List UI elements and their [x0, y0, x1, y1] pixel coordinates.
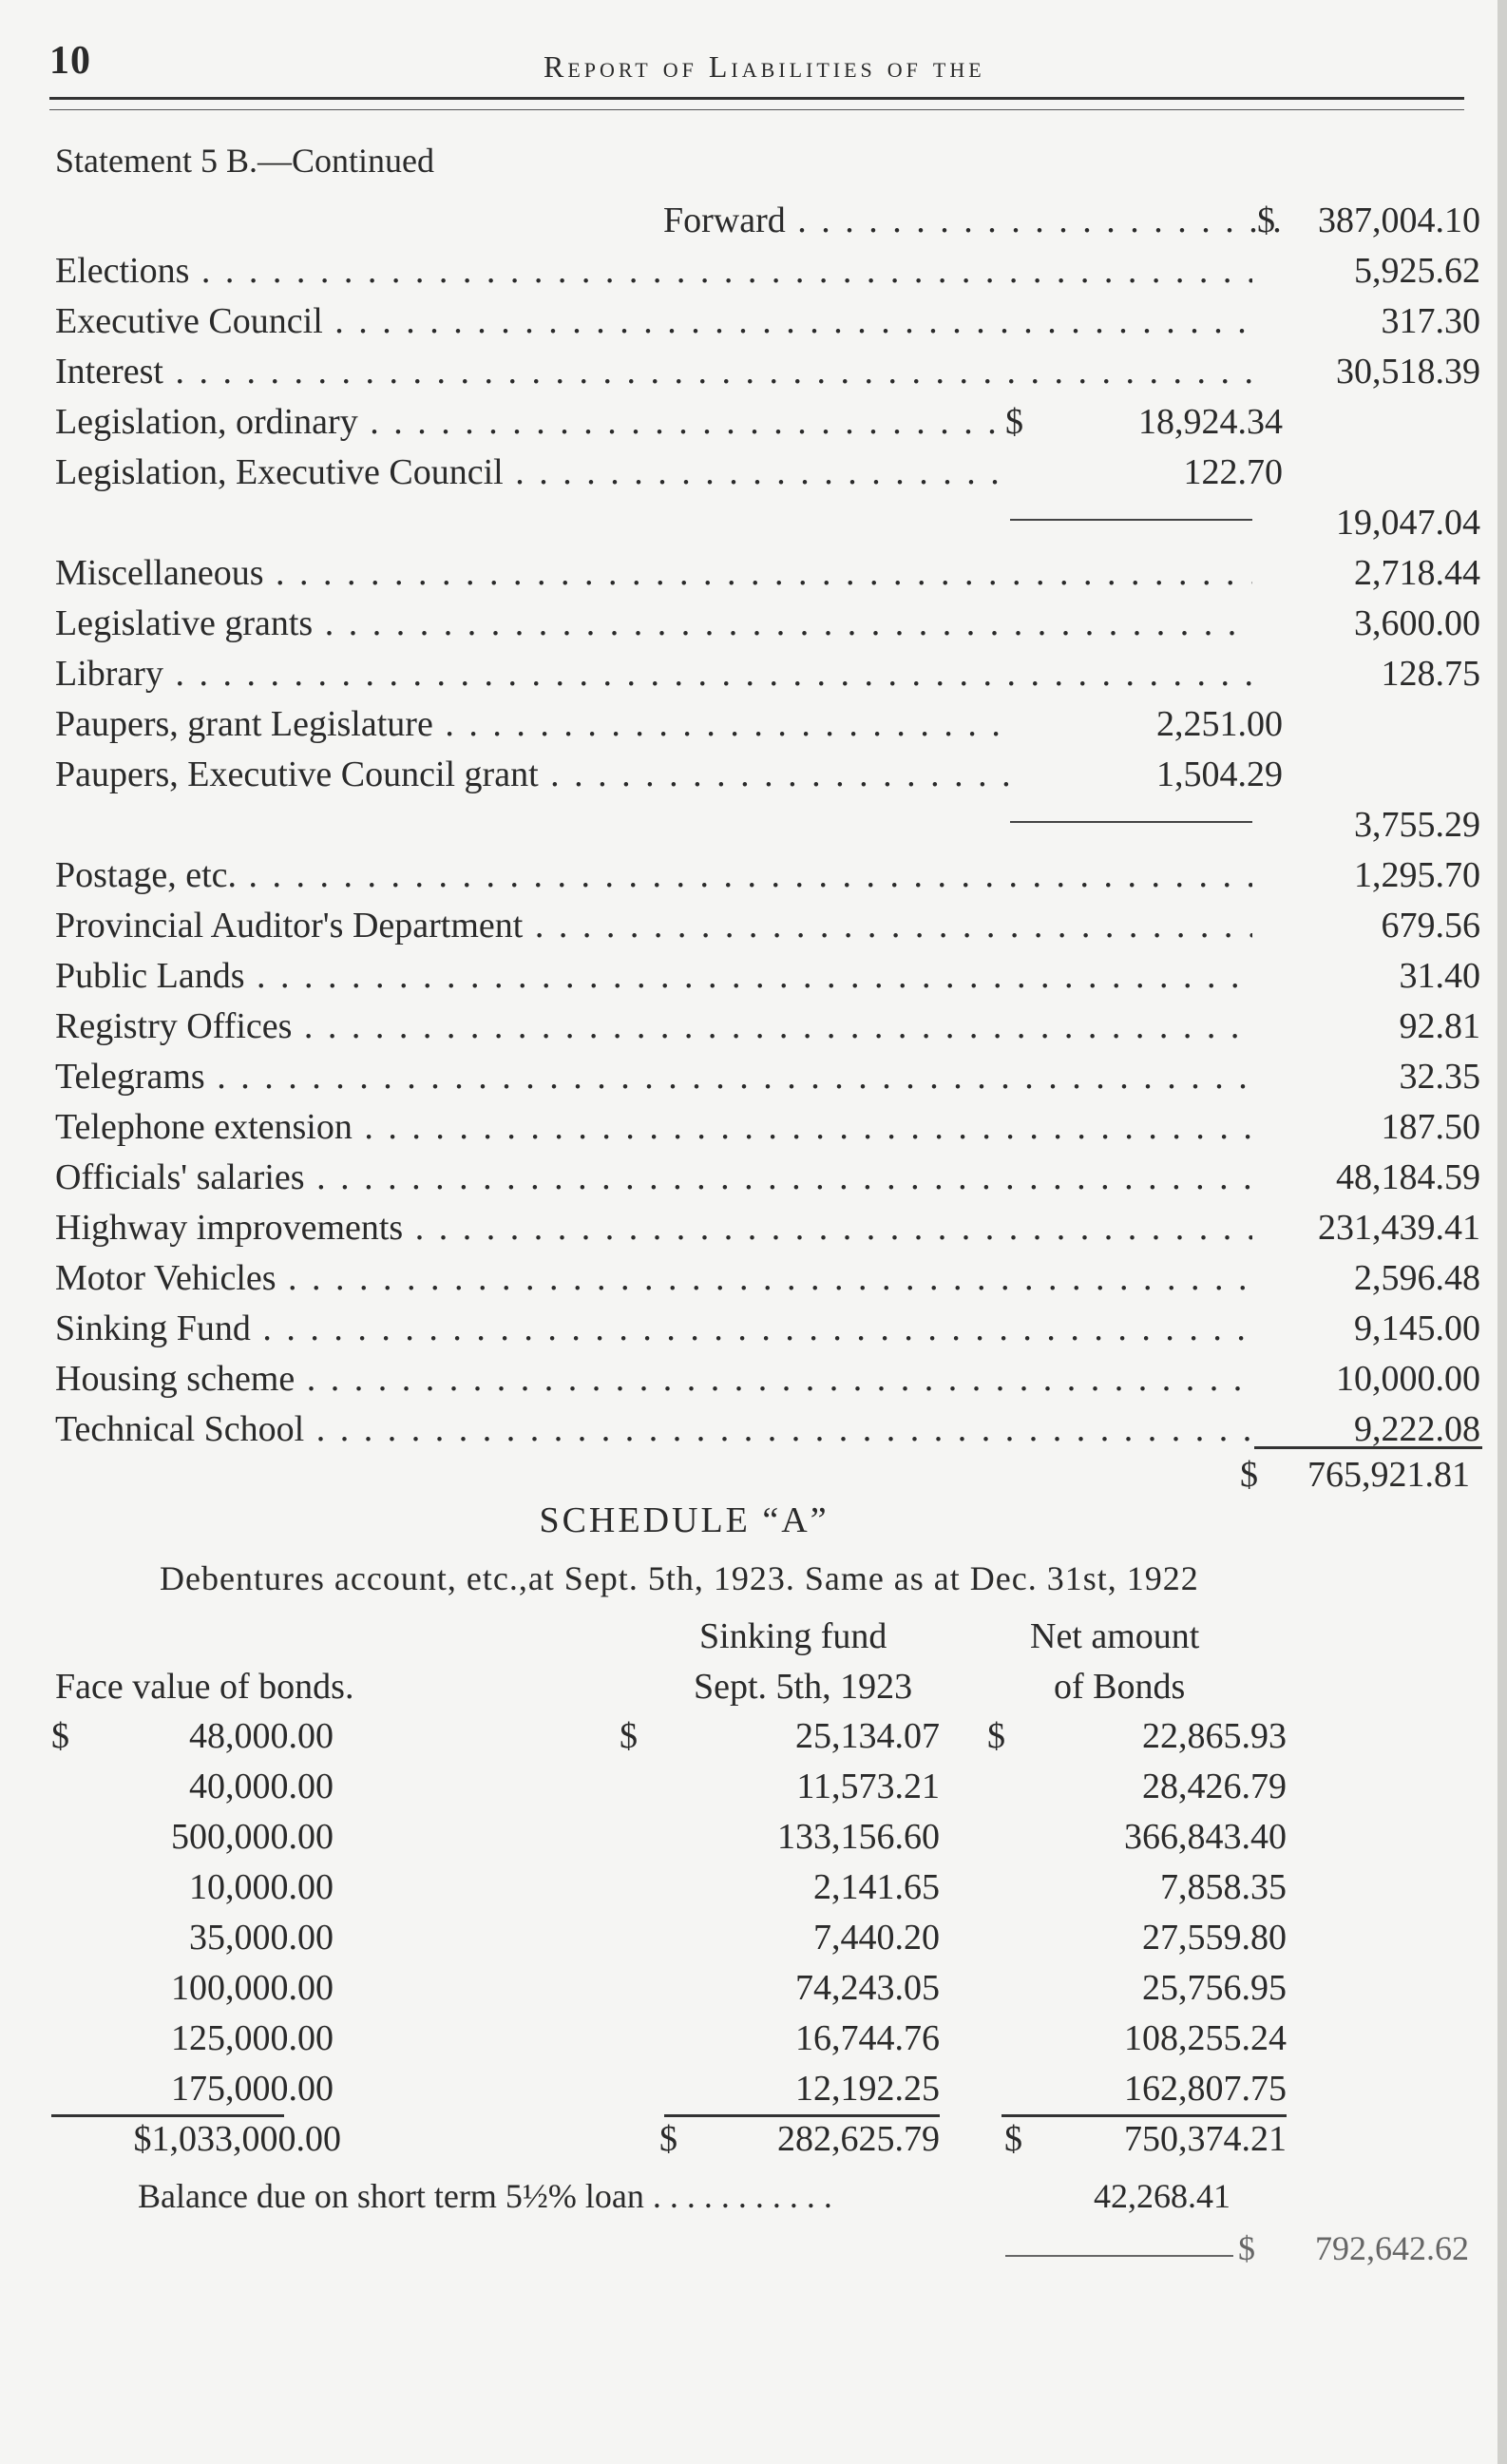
ledger-label: Public Lands . . .: [55, 951, 1252, 1002]
net-amount-cell: 28,426.79: [1142, 1767, 1287, 1806]
face-value-cell: 100,000.00: [171, 1968, 334, 2008]
statement-ledger: [55, 196, 1480, 1455]
ledger-amount: 9,222.08: [1345, 1404, 1480, 1455]
ledger-row-forward: [55, 196, 1480, 246]
ledger-amount: 231,439.41: [1308, 1203, 1480, 1253]
ledger-subtotal: 3,755.29: [1345, 800, 1480, 850]
ledger-sub-amount: 122.70: [1174, 448, 1284, 498]
ledger-label: Telephone extension . . .: [55, 1102, 1252, 1153]
ledger-label: Miscellaneous . . .: [55, 548, 1252, 599]
column-header-net-amount: Net amount: [1030, 1616, 1200, 1656]
ledger-row-sub: [55, 397, 1480, 448]
bonds-table: [51, 1611, 1306, 2165]
face-value-cell: 10,000.00: [189, 1867, 334, 1907]
ledger-row: [55, 548, 1480, 599]
ledger-row: [55, 850, 1480, 901]
balance-row: [138, 2176, 1259, 2226]
face-value-total: $1,033,000.00: [133, 2119, 341, 2159]
ledger-label: Postage, etc. . . .: [55, 850, 1252, 901]
ledger-amount: 317.30: [1372, 296, 1481, 347]
grand-total-rule: [1254, 1446, 1482, 1449]
sinking-fund-cell: 25,134.07: [795, 1716, 940, 1756]
ledger-row: [55, 1354, 1480, 1404]
ledger-amount: 128.75: [1372, 649, 1481, 699]
final-total-amount: 792,642.62: [1315, 2229, 1469, 2267]
table-row: [51, 2064, 1306, 2114]
ledger-row: [55, 1153, 1480, 1203]
dollar-sign: $: [987, 1716, 1005, 1756]
ledger-amount: 92.81: [1390, 1002, 1481, 1052]
ledger-amount: 387,004.10: [1308, 196, 1480, 246]
ledger-row: [55, 246, 1480, 296]
sinking-fund-cell: 74,243.05: [795, 1968, 940, 2008]
final-total-rule: [1005, 2255, 1233, 2257]
table-row: [51, 1762, 1306, 1812]
ledger-label: Provincial Auditor's Department . . .: [55, 901, 1252, 951]
sinking-fund-cell: 133,156.60: [777, 1817, 940, 1857]
sinking-fund-cell: 16,744.76: [795, 2018, 940, 2058]
ledger-sub-amount: 2,251.00: [1147, 699, 1283, 750]
table-row: [51, 1711, 1306, 1762]
ledger-row: [55, 649, 1480, 699]
dollar-sign: $: [1004, 2119, 1022, 2159]
net-amount-total: 750,374.21: [1124, 2119, 1287, 2159]
ledger-row: [55, 901, 1480, 951]
ledger-amount: 9,145.00: [1345, 1304, 1480, 1354]
ledger-label: Registry Offices . . .: [55, 1002, 1252, 1052]
ledger-label: Interest . . .: [55, 347, 1252, 397]
ledger-amount: 5,925.62: [1345, 246, 1480, 296]
ledger-subtotal-row: [55, 800, 1480, 850]
sinking-fund-cell: 12,192.25: [795, 2069, 940, 2109]
ledger-label: Motor Vehicles . . .: [55, 1253, 1252, 1304]
sinking-fund-total: 282,625.79: [777, 2119, 940, 2159]
ledger-label: Legislative grants . . .: [55, 599, 1252, 649]
dollar-sign: $: [620, 1716, 638, 1756]
ledger-row: [55, 951, 1480, 1002]
ledger-label: Legislation, Executive Council . . .: [55, 448, 1015, 498]
ledger-amount: 48,184.59: [1326, 1153, 1480, 1203]
table-row: [51, 1963, 1306, 2014]
face-value-cell: 175,000.00: [171, 2069, 334, 2109]
dollar-sign: $: [1240, 1455, 1258, 1495]
ledger-sub-amount: 1,504.29: [1147, 750, 1283, 800]
ledger-label: Technical School . . .: [55, 1404, 1252, 1455]
ledger-amount: 1,295.70: [1345, 850, 1480, 901]
ledger-row-sub: [55, 699, 1480, 750]
table-row: [51, 1913, 1306, 1963]
ledger-amount: 10,000.00: [1326, 1354, 1480, 1404]
ledger-label: Sinking Fund . . .: [55, 1304, 1252, 1354]
page-number: 10: [49, 39, 91, 83]
dollar-sign: $: [1257, 201, 1275, 240]
dollar-sign: $: [1005, 402, 1023, 442]
schedule-title: SCHEDULE “A”: [539, 1500, 830, 1540]
table-total-row: [51, 2114, 1306, 2165]
ledger-row: [55, 599, 1480, 649]
ledger-row: [55, 1253, 1480, 1304]
ledger-amount: 679.56: [1372, 901, 1481, 951]
dollar-sign: $: [1238, 2229, 1255, 2267]
net-amount-cell: 27,559.80: [1142, 1918, 1287, 1958]
ledger-label: Forward . . .: [663, 196, 1290, 246]
face-value-cell: 48,000.00: [189, 1716, 334, 1756]
ledger-row: [55, 1304, 1480, 1354]
table-row: [51, 1862, 1306, 1913]
ledger-amount: 31.40: [1390, 951, 1481, 1002]
balance-amount: 42,268.41: [1094, 2177, 1230, 2215]
ledger-amount: 3,600.00: [1345, 599, 1480, 649]
column-header-net-amount-sub: of Bonds: [1054, 1667, 1186, 1707]
header-rule: [49, 97, 1464, 110]
ledger-label: Telegrams . . .: [55, 1052, 1252, 1102]
ledger-row-sub: [55, 448, 1480, 498]
sinking-fund-cell: 11,573.21: [796, 1767, 940, 1806]
column-header-sinking-fund: Sinking fund: [699, 1616, 887, 1656]
ledger-subtotal-row: [55, 498, 1480, 548]
face-value-cell: 40,000.00: [189, 1767, 334, 1806]
ledger-amount: 187.50: [1372, 1102, 1481, 1153]
sinking-fund-cell: 2,141.65: [813, 1867, 940, 1907]
ledger-label: Executive Council . . .: [55, 296, 1252, 347]
ledger-sub-amount: 18,924.34: [1129, 397, 1283, 448]
table-row: [51, 2014, 1306, 2064]
dollar-sign: $: [659, 2119, 677, 2159]
subtotal-rule: [1010, 519, 1252, 521]
column-header-face-value: Face value of bonds.: [55, 1667, 354, 1707]
ledger-label: Library . . .: [55, 649, 1252, 699]
ledger-row: [55, 1052, 1480, 1102]
ledger-amount: 30,518.39: [1326, 347, 1480, 397]
ledger-subtotal: 19,047.04: [1326, 498, 1480, 548]
dollar-sign: $: [51, 1716, 69, 1756]
face-value-cell: 500,000.00: [171, 1817, 334, 1857]
net-amount-cell: 162,807.75: [1124, 2069, 1287, 2109]
column-header-sinking-fund-date: Sept. 5th, 1923: [694, 1667, 913, 1707]
net-amount-cell: 25,756.95: [1142, 1968, 1287, 2008]
ledger-amount: 32.35: [1390, 1052, 1481, 1102]
ledger-amount: 2,596.48: [1345, 1253, 1480, 1304]
net-amount-cell: 7,858.35: [1160, 1867, 1287, 1907]
running-head: Report of Liabilities of the: [544, 49, 985, 84]
ledger-row: [55, 1102, 1480, 1153]
bonds-table-header: [51, 1611, 1306, 1711]
schedule-subtitle: Debentures account, etc.,at Sept. 5th, 1923. Same as at Dec. 31st, 1922: [160, 1559, 1199, 1597]
net-amount-cell: 108,255.24: [1124, 2018, 1287, 2058]
table-row: [51, 1812, 1306, 1862]
ledger-row: [55, 296, 1480, 347]
ledger-label: Elections . . .: [55, 246, 1252, 296]
ledger-label: Paupers, grant Legislature . . .: [55, 699, 1015, 750]
ledger-row: [55, 1203, 1480, 1253]
page-header: [49, 36, 1459, 93]
sinking-fund-cell: 7,440.20: [813, 1918, 940, 1958]
ledger-label: Legislation, ordinary . . .: [55, 397, 1015, 448]
ledger-row: [55, 347, 1480, 397]
subtotal-rule: [1010, 821, 1252, 823]
net-amount-cell: 22,865.93: [1142, 1716, 1287, 1756]
ledger-label: Highway improvements . . .: [55, 1203, 1252, 1253]
balance-label: Balance due on short term 5½% loan . . . . . . . . . . .: [138, 2177, 832, 2215]
ledger-label: Housing scheme . . .: [55, 1354, 1252, 1404]
ledger-row: [55, 1002, 1480, 1052]
final-total: [1005, 2228, 1480, 2276]
ledger-label: Paupers, Executive Council grant . . .: [55, 750, 1015, 800]
ledger-row-sub: [55, 750, 1480, 800]
ledger-label: Officials' salaries . . .: [55, 1153, 1252, 1203]
statement-title: Statement 5 B.—Continued: [55, 142, 434, 180]
ledger-amount: 2,718.44: [1345, 548, 1480, 599]
grand-total-amount: 765,921.81: [1307, 1455, 1470, 1495]
net-amount-cell: 366,843.40: [1124, 1817, 1287, 1857]
face-value-cell: 125,000.00: [171, 2018, 334, 2058]
face-value-cell: 35,000.00: [189, 1918, 334, 1958]
